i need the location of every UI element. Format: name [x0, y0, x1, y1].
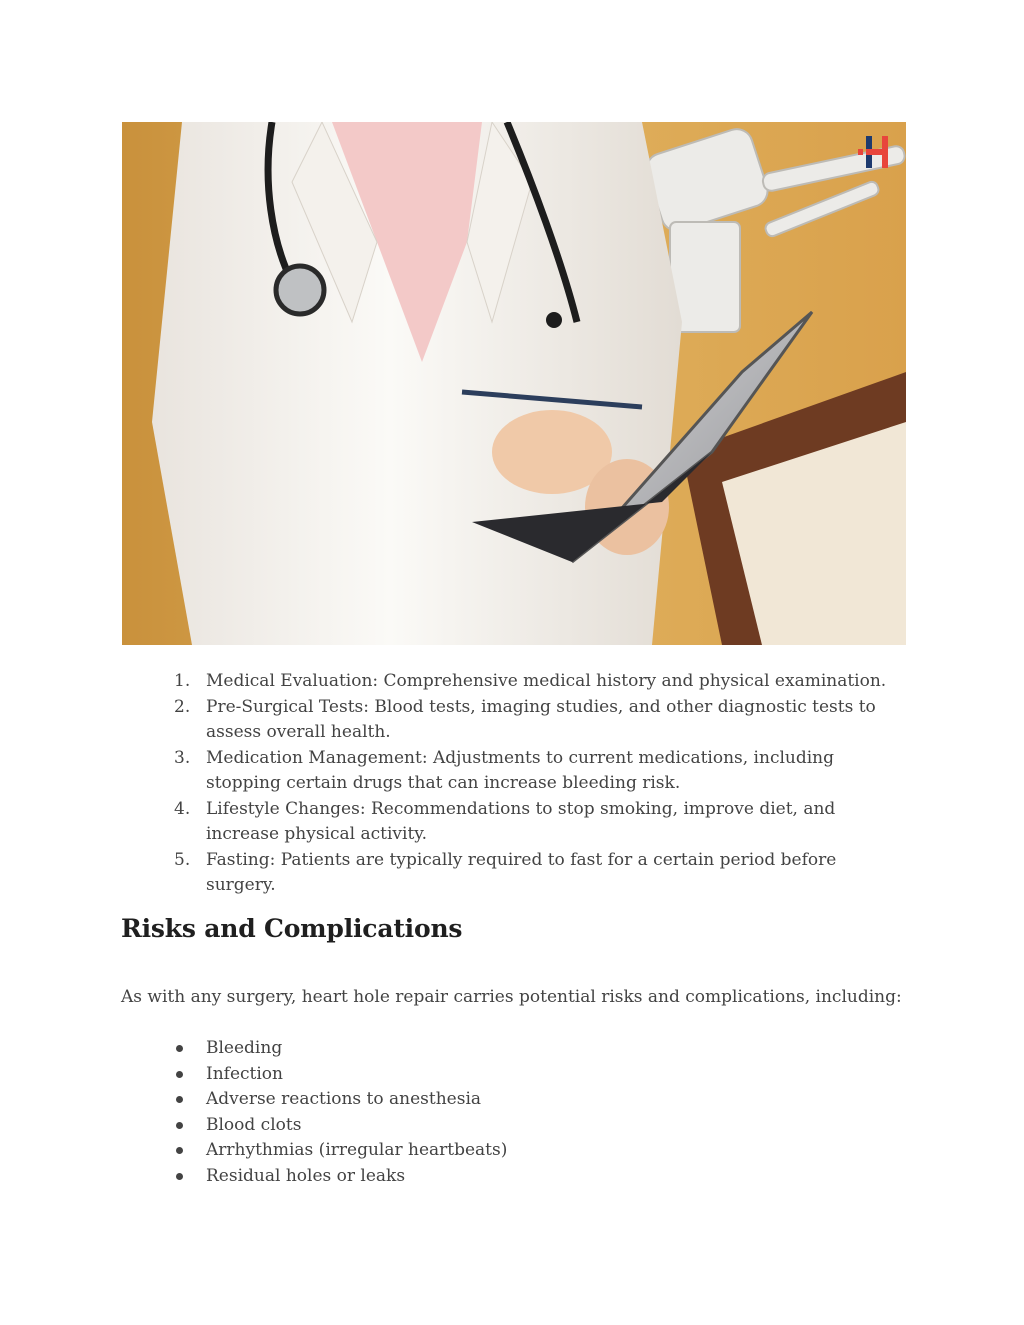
- list-item: [0, 669, 896, 695]
- list-item: [0, 1164, 1024, 1190]
- list-item: [0, 1138, 1024, 1164]
- list-item: [0, 797, 896, 848]
- list-item: [0, 1062, 1024, 1088]
- bullet-icon: [176, 1173, 183, 1180]
- list-item-text: Pre-Surgical Tests: Blood tests, imaging studies, and other diagnostic tests to assess overall health.: [206, 696, 876, 742]
- preparation-steps-list: [0, 669, 1024, 899]
- intro-paragraph: As with any surgery, heart hole repair carries potential risks and complications, including:: [121, 987, 902, 1007]
- section-heading: Risks and Complications: [121, 914, 463, 943]
- list-number: 2.: [174, 696, 191, 717]
- list-number: 1.: [174, 671, 191, 691]
- list-item: [0, 1036, 1024, 1062]
- risks-list: [0, 1036, 1024, 1189]
- bullet-icon: [176, 1122, 183, 1129]
- list-item: [0, 695, 896, 746]
- bullet-icon: [176, 1096, 183, 1103]
- list-item: [0, 1113, 1024, 1139]
- doctor-photo: [122, 122, 906, 645]
- list-item-text: Lifestyle Changes: Recommendations to stop smoking, improve diet, and increase physical activity.: [206, 798, 836, 844]
- list-item-text: Medical Evaluation: Comprehensive medical history and physical examination.: [206, 671, 887, 691]
- bullet-icon: [176, 1147, 183, 1154]
- list-item-text: Bleeding: [206, 1038, 283, 1058]
- list-item: [0, 848, 896, 899]
- list-item: [0, 746, 896, 797]
- list-item-text: Medication Management: Adjustments to current medications, including stopping certain drugs that can increase bleeding risk.: [206, 747, 835, 793]
- bullet-icon: [176, 1071, 183, 1078]
- list-number: 3.: [174, 747, 191, 768]
- list-item-text: Adverse reactions to anesthesia: [206, 1089, 482, 1109]
- list-number: 5.: [174, 849, 191, 870]
- list-item: [0, 1087, 1024, 1113]
- list-item-text: Blood clots: [206, 1114, 302, 1135]
- list-number: 4.: [174, 798, 191, 819]
- list-item-text: Infection: [206, 1063, 283, 1084]
- list-item-text: Residual holes or leaks: [206, 1165, 406, 1186]
- list-item-text: Arrhythmias (irregular heartbeats): [206, 1140, 508, 1160]
- list-item-text: Fasting: Patients are typically required to fast for a certain period before surgery.: [206, 849, 837, 895]
- bullet-icon: [176, 1045, 183, 1052]
